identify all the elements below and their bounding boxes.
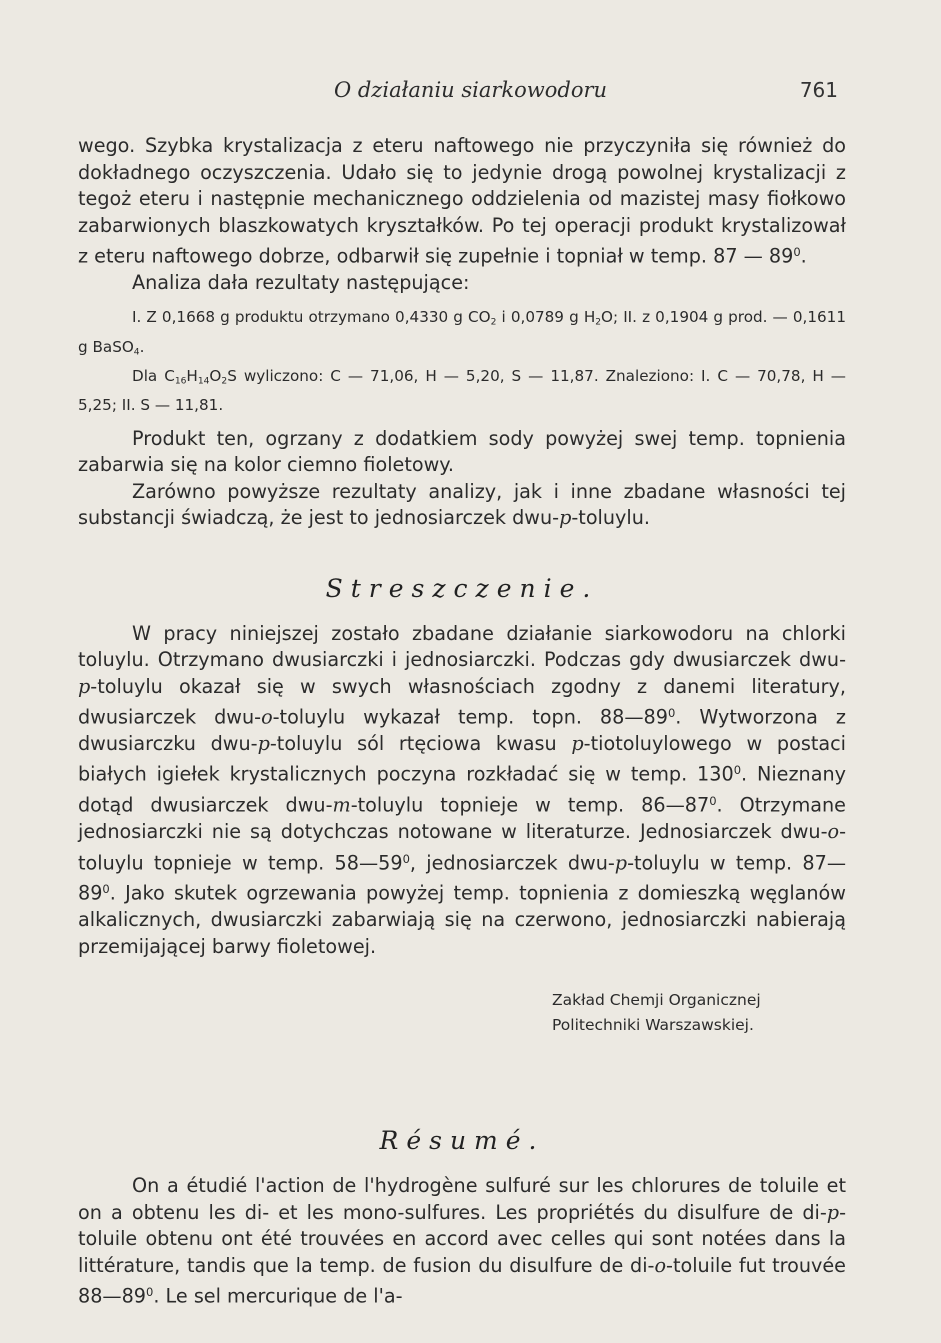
product-heated-paragraph: Produkt ten, ogrzany z dodatkiem sody powyżej swej temp. topnienia zabarwia się na kolor ciemno fioletowy. (78, 426, 846, 477)
continuation-paragraph: wego. Szybka krystalizacja z eteru naftowego nie przyczyniła się również do dokładnego oczyszczenia. Udało się to jedynie drogą powolnej krystalizacji z tegoż eteru i następnie mechanicznego oddzielenia od mazistej masy fiołkowo zabarwionych blaszkowatych kryształków. Po tej operacji produkt krystalizował z eteru naftowego dobrze, odbarwił się zupełnie i topniał w temp. 87 — $89^0$. (78, 134, 846, 268)
streszczenie-heading: Streszczenie. (325, 573, 599, 603)
conclusion-paragraph: Zarówno powyższe rezultaty analizy, jak i inne zbadane własności tej substancji świadczą, że jest to jednosiarczek dwu-p-toluylu. (78, 479, 846, 530)
running-title: O działaniu siarkowodoru (333, 78, 608, 102)
page-number: 761 (799, 78, 838, 102)
streszczenie-paragraph: W pracy niniejszej zostało zbadane działanie siarkowodoru na chlorki toluylu. Otrzymano dwusiarczki i jednosiarczki. Podczas gdy dwusiarczek dwu-p-toluylu okazał się w swych własnościach zgodny z danemi literatury, dwusiarczek dwu-o-toluylu wykazał temp. topn. $88—89^0$. Wytworzona z dwusiarczku dwu-p-toluylu sól rtęciowa kwasu p-tiotoluylowego w postaci białych igiełek krystalicznych poczyna rozkładać się w temp. $130^0$. Nieznany dotąd dwusiarczek dwu-m-toluylu topnieje w temp. $86—87^0$. Otrzymane jednosiarczki nie są dotychczas notowane w literaturze. Jednosiarczek dwu-o-toluylu topnieje w temp. $58—59^0$, jednosiarczek dwu-p-toluylu w temp. $87—89^0$. Jako skutek ogrzewania powyżej temp. topnienia z domieszką węglanów alkalicznych, dwusiarczki zabarwiają się na czerwono, jednosiarczki nabierają przemijającej barwy fioletowej. (78, 621, 847, 958)
signature-line-2: Politechniki Warszawskiej. (552, 1016, 754, 1035)
analysis-results: I. Z 0,1668 g produktu otrzymano 0,4330 g $CO_2$ i 0,0789 g $H_2O$; II. z 0,1904 g prod. — 0,1611 g BaSO$_4$. (78, 308, 846, 358)
signature-line-1: Zakład Chemji Organicznej (552, 991, 761, 1010)
analysis-intro: Analiza dała rezultaty następujące: (132, 270, 470, 294)
analysis-calculation: Dla $C_{16}H_{14}O_2S$ wyliczono: C — 71,06, H — 5,20, S — 11,87. Znaleziono: I. C — 70,78, H — 5,25; II. S — 11,81. (78, 366, 846, 415)
resume-paragraph: On a étudié l'action de l'hydrogène sulfuré sur les chlorures de toluile et on a obtenu les di- et les mono-sulfures. Les propriétés du disulfure de di-p-toluile obtenu ont été trouvées en accord avec celles qui sont notées dans la littérature, tandis que la temp. de fusion du disulfure de di-o-toluile fut trouvée $88—89^0$. Le sel mercurique de l'a- (78, 1174, 846, 1308)
resume-heading: Résumé. (379, 1126, 545, 1156)
page-body (78, 133, 846, 1310)
signature (552, 988, 846, 1038)
page-header (0, 78, 941, 104)
